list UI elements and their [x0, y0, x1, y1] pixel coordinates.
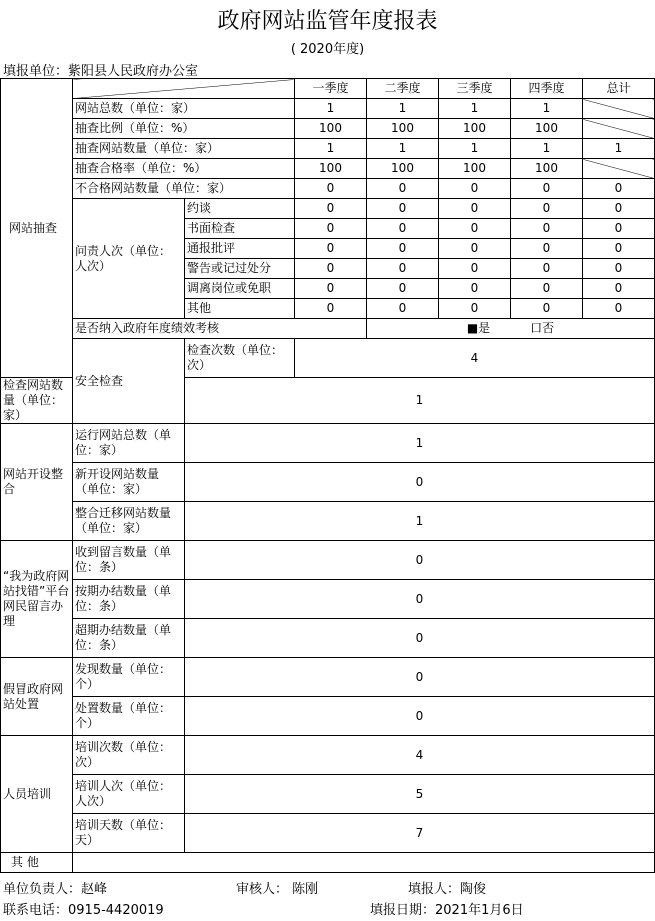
- value-cell: 100: [367, 159, 439, 179]
- row-label: 新开设网站数量（单位：家）: [73, 463, 185, 502]
- value-cell: 100: [439, 159, 511, 179]
- value-cell: 0: [295, 219, 367, 239]
- value-cell: 0: [583, 199, 655, 219]
- value-cell: 0: [583, 239, 655, 259]
- section-name: 假冒政府网站处置: [1, 658, 73, 736]
- value-cell: 0: [511, 199, 583, 219]
- diagonal-cell: [583, 119, 655, 139]
- value-cell: 1: [367, 139, 439, 159]
- row-label: 培训天数（单位：天）: [73, 814, 185, 853]
- table-row: [1, 139, 655, 159]
- table-row: [1, 541, 655, 580]
- value-cell: 100: [439, 119, 511, 139]
- unit-head: 单位负责人：赵峰: [3, 882, 108, 897]
- row-label: 整合迁移网站数量（单位：家）: [73, 502, 185, 541]
- value-cell: 1: [439, 99, 511, 119]
- other-value: [73, 853, 655, 873]
- accountability-item: 书面检查: [185, 219, 295, 239]
- value-cell: 0: [185, 463, 655, 502]
- value-cell: 0: [367, 179, 439, 199]
- row-label: 超期办结数量（单位：条）: [73, 619, 185, 658]
- value-cell: 0: [295, 279, 367, 299]
- report-year: ( 2020年度): [290, 42, 365, 57]
- row-label: 检查次数（单位：次）: [185, 339, 295, 378]
- value-cell: 1: [295, 139, 367, 159]
- value-cell: 0: [185, 619, 655, 658]
- row-label: 网站总数（单位：家）: [73, 99, 295, 119]
- quarter-header: 四季度: [511, 79, 583, 99]
- filler: 填报人：陶俊: [408, 882, 487, 897]
- value-cell: 0: [367, 199, 439, 219]
- accountability-item: 约谈: [185, 199, 295, 219]
- quarter-header: 三季度: [439, 79, 511, 99]
- row-label: 培训次数（单位：次）: [73, 736, 185, 775]
- table-row: [1, 99, 655, 119]
- table-row: [1, 775, 655, 814]
- value-cell: 0: [583, 219, 655, 239]
- report-title: 政府网站监管年度报表: [217, 9, 438, 34]
- value-cell: 1: [295, 99, 367, 119]
- table-row: [1, 199, 655, 219]
- value-cell: 1: [185, 502, 655, 541]
- quarter-header: 二季度: [367, 79, 439, 99]
- value-cell: 100: [367, 119, 439, 139]
- value-cell: 100: [511, 159, 583, 179]
- value-cell: 0: [367, 239, 439, 259]
- value-cell: 0: [583, 179, 655, 199]
- value-cell: 0: [367, 219, 439, 239]
- performance-options: [367, 319, 655, 339]
- table-row: [1, 159, 655, 179]
- value-cell: 0: [185, 697, 655, 736]
- value-cell: 0: [295, 199, 367, 219]
- value-cell: 0: [511, 299, 583, 319]
- value-cell: 0: [185, 541, 655, 580]
- accountability-label: 问责人次（单位：人次）: [73, 199, 185, 319]
- value-cell: 0: [439, 199, 511, 219]
- accountability-item: 警告或记过处分: [185, 259, 295, 279]
- row-label: 抽查网站数量（单位：家）: [73, 139, 295, 159]
- performance-label: 是否纳入政府年度绩效考核: [73, 319, 367, 339]
- value-cell: 0: [439, 239, 511, 259]
- value-cell: 0: [439, 179, 511, 199]
- value-cell: 0: [295, 259, 367, 279]
- section-name: 安全检查: [73, 339, 185, 424]
- table-row: [1, 319, 655, 339]
- table-row: [1, 736, 655, 775]
- value-cell: 0: [185, 658, 655, 697]
- value-cell: 4: [185, 736, 655, 775]
- table-row: [1, 339, 655, 378]
- value-cell: 1: [439, 139, 511, 159]
- value-cell: 1: [511, 99, 583, 119]
- row-label: 培训人次（单位：人次）: [73, 775, 185, 814]
- row-label: 处置数量（单位：个）: [73, 697, 185, 736]
- table-row: [1, 580, 655, 619]
- value-cell: 0: [511, 179, 583, 199]
- row-label: 抽查比例（单位：%）: [73, 119, 295, 139]
- section-name: 网站开设整合: [1, 424, 73, 541]
- other-label: 其 他: [1, 853, 73, 873]
- row-label: 运行网站总数（单位：家）: [73, 424, 185, 463]
- diagonal-cell: [583, 99, 655, 119]
- contact-phone: 联系电话：0915-4420019: [3, 903, 164, 918]
- value-cell: 0: [583, 299, 655, 319]
- performance-yes: ■是: [466, 321, 491, 335]
- value-cell: 100: [511, 119, 583, 139]
- value-cell: 1: [511, 139, 583, 159]
- diagonal-cell: [583, 159, 655, 179]
- row-label: 检查网站数量（单位：家）: [1, 378, 73, 424]
- table-row: [1, 619, 655, 658]
- value-cell: 5: [185, 775, 655, 814]
- accountability-item: 其他: [185, 299, 295, 319]
- value-cell: 100: [295, 159, 367, 179]
- table-row: [1, 463, 655, 502]
- value-cell: 7: [185, 814, 655, 853]
- table-row: [1, 658, 655, 697]
- value-cell: 1: [367, 99, 439, 119]
- value-cell: 1: [185, 424, 655, 463]
- row-label: 按期办结数量（单位：条）: [73, 580, 185, 619]
- value-cell: 0: [511, 279, 583, 299]
- reviewer: 审核人： 陈刚: [236, 882, 319, 897]
- value-cell: 0: [185, 580, 655, 619]
- value-cell: 0: [439, 219, 511, 239]
- value-cell: 0: [295, 179, 367, 199]
- table-row: [1, 179, 655, 199]
- reporting-unit: 填报单位：紫阳县人民政府办公室: [3, 64, 199, 79]
- value-cell: 0: [439, 279, 511, 299]
- section-website-check: 网站抽查: [1, 79, 73, 378]
- section-name: 人员培训: [1, 736, 73, 853]
- accountability-item: 调离岗位或免职: [185, 279, 295, 299]
- table-row: [1, 814, 655, 853]
- value-cell: 0: [295, 299, 367, 319]
- value-cell: 0: [511, 259, 583, 279]
- value-cell: 0: [511, 239, 583, 259]
- table-row: [1, 424, 655, 463]
- value-cell: 0: [367, 259, 439, 279]
- report-date: 填报日期：2021年1月6日: [370, 903, 524, 918]
- value-cell: 0: [295, 239, 367, 259]
- value-cell: 1: [185, 378, 655, 424]
- performance-no: 口否: [530, 321, 555, 335]
- row-label: 发现数量（单位：个）: [73, 658, 185, 697]
- table-row: [1, 79, 655, 99]
- value-cell: 4: [295, 339, 655, 378]
- accountability-item: 通报批评: [185, 239, 295, 259]
- value-cell: 0: [439, 259, 511, 279]
- row-label: 不合格网站数量（单位：家）: [73, 179, 295, 199]
- table-row: [1, 697, 655, 736]
- table-row: [1, 119, 655, 139]
- header-diagonal: [73, 79, 295, 99]
- row-label: 抽查合格率（单位：%）: [73, 159, 295, 179]
- value-cell: 0: [583, 279, 655, 299]
- value-cell: 0: [511, 219, 583, 239]
- value-cell: 100: [295, 119, 367, 139]
- value-cell: 0: [367, 279, 439, 299]
- section-name: “我为政府网站找错”平台网民留言办理: [1, 541, 73, 658]
- value-cell: 1: [583, 139, 655, 159]
- table-row: [1, 502, 655, 541]
- value-cell: 0: [439, 299, 511, 319]
- table-row: [1, 853, 655, 873]
- quarter-header: 一季度: [295, 79, 367, 99]
- value-cell: 0: [367, 299, 439, 319]
- quarter-header: 总计: [583, 79, 655, 99]
- report-table: [0, 78, 655, 873]
- value-cell: 0: [583, 259, 655, 279]
- row-label: 收到留言数量（单位：条）: [73, 541, 185, 580]
